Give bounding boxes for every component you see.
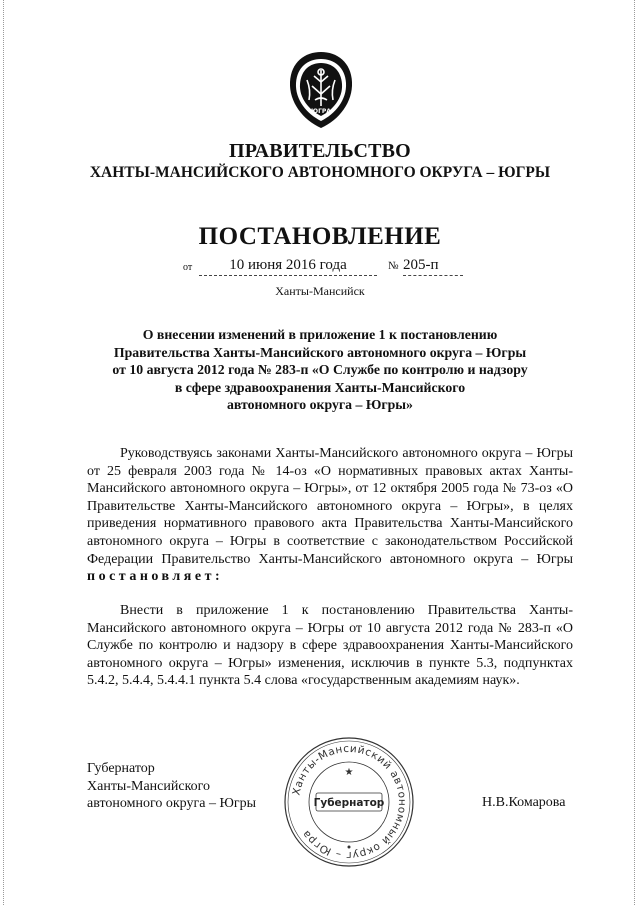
body-paragraph-2: Внести в приложение 1 к постановлению Правительства Ханты-Мансийского автономного округа – Югры от 10 августа 2012 года № 283-п «О Службе по контролю и надзору в сфере здравоохранения Ханты-Мансийского автономного округа – Югры» изменения, исключив в пункте 5.3, подпунктах 5.4.2, 5.4.4, 5.4.4.1 пункта 5.4 слова «государственным академиям наук». [87, 603, 573, 689]
signer-title-line: Губернатор [87, 761, 155, 776]
subject-line: Правительства Ханты-Мансийского автономного округа – Югры [113, 344, 527, 360]
signer-title-line: автономного округа – Югры [87, 796, 256, 812]
date-underline [199, 275, 377, 276]
paragraph-1-text: Руководствуясь законами Ханты-Мансийского автономного округа – Югры от 25 февраля 2003 года № 14-оз «О нормативных правовых актах Ханты-Мансийского автономного округа – Югры», от 12 октября 2005 года № 73-оз «О Правительстве Ханты-Мансийского автономного округа – Югры», в целях приведения нормативного правового акта Правительства Ханты-Мансийского автономного округа – Югры в соответствие с законодательством Российской Федерации Правительство Ханты-Мансийского автономного округа – Югры [87, 446, 573, 567]
document-date: 10 июня 2016 года [229, 257, 347, 273]
government-title: ПРАВИТЕЛЬСТВО [229, 140, 411, 162]
right-page-edge [634, 0, 635, 905]
subject-line: в сфере здравоохранения Ханты-Мансийского [174, 379, 466, 395]
subject-line: автономного округа – Югры» [227, 397, 413, 413]
signer-title-line: Ханты-Мансийского [87, 778, 211, 794]
seal-ring-text: Ханты-Мансийский автономный округ – Югра [290, 742, 409, 862]
coat-of-arms-emblem [285, 50, 357, 130]
seal-center-text: Губернатор [313, 797, 385, 809]
number-prefix: № [388, 260, 399, 272]
subject-line: О внесении изменений в приложение 1 к постановлению [142, 327, 498, 342]
left-page-edge [3, 0, 4, 905]
date-prefix: от [183, 262, 193, 273]
document-city: Ханты-Мансийск [275, 284, 365, 298]
document-number: 205-п [403, 257, 439, 273]
document-type: ПОСТАНОВЛЕНИЕ [198, 223, 442, 250]
government-region: ХАНТЫ-МАНСИЙСКОГО АВТОНОМНОГО ОКРУГА – ЮГРЫ [89, 164, 551, 181]
resolution-keyword: постановляет: [87, 569, 224, 585]
signer-title [87, 760, 256, 813]
document-subject [90, 326, 550, 414]
body-paragraph-1 [87, 445, 573, 586]
signer-name: Н.В.Комарова [482, 795, 566, 810]
subject-line: от 10 августа 2012 года № 283-п «О Службе по контролю и надзору [112, 362, 528, 378]
official-seal-stamp [282, 735, 416, 869]
document-meta [0, 257, 640, 279]
number-underline [403, 275, 463, 276]
emblem-caption: ЮГРА [311, 108, 331, 115]
svg-text:★: ★ [344, 767, 354, 778]
